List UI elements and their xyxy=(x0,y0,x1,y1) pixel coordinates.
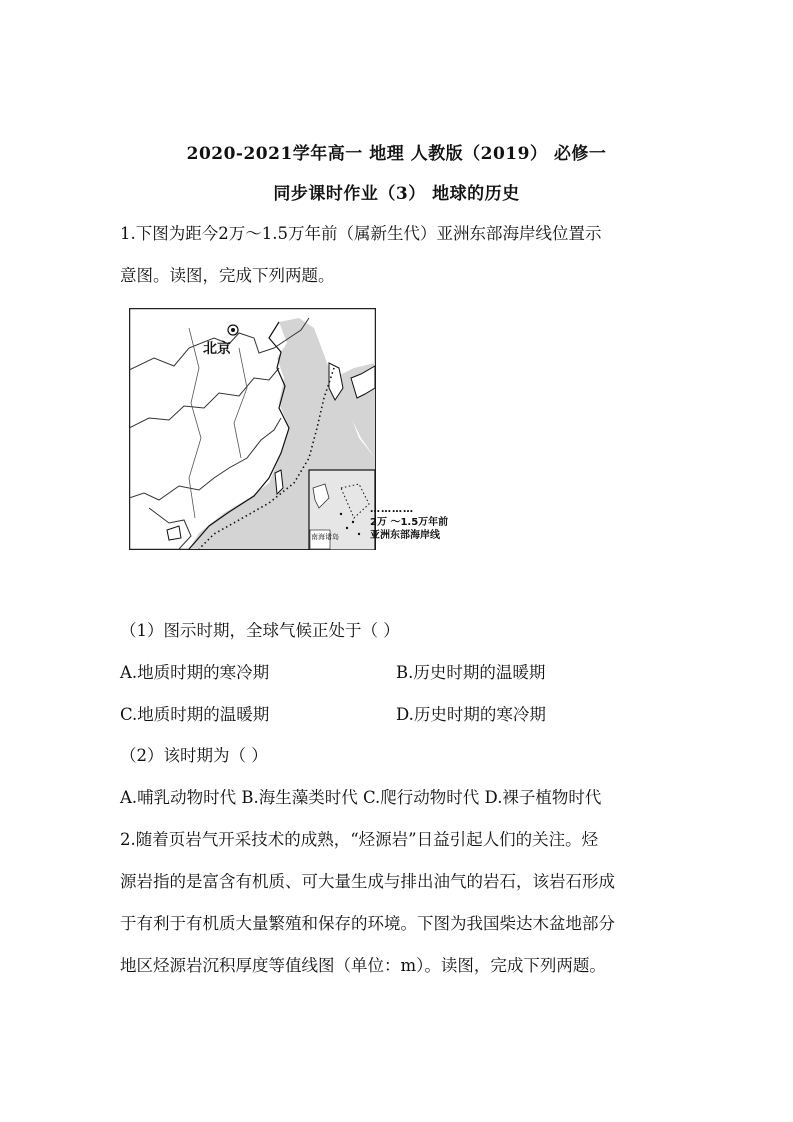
document-subtitle: 同步课时作业（3） 地球的历史 xyxy=(273,184,520,204)
question-2-line-3: 于有利于有机质大量繁殖和保存的环境。下图为我国柴达木盆地部分 xyxy=(120,914,615,933)
legend-dotted-line-symbol: ………… xyxy=(370,504,414,515)
sub-question-2-options: A.哺乳动物时代 B.海生藻类时代 C.爬行动物时代 D.裸子植物时代 xyxy=(120,788,602,807)
legend-label-line-1: 2万 ～1.5万年前 xyxy=(370,517,449,528)
question-1-stem-line-2: 意图。读图，完成下列两题。 xyxy=(120,266,335,285)
map-legend xyxy=(370,503,448,542)
option-1b: B.历史时期的温暖期 xyxy=(396,663,546,682)
option-1c: C.地质时期的温暖期 xyxy=(120,705,270,724)
inset-label: 南海诸岛 xyxy=(311,533,339,541)
beijing-label: 北京 xyxy=(203,341,231,357)
question-2-line-1: 2.随着页岩气开采技术的成熟，“烃源岩”日益引起人们的关注。烃 xyxy=(120,830,599,849)
legend-label-line-2: 亚洲东部海岸线 xyxy=(370,530,440,541)
question-1-stem-line-1: 1.下图为距今2万～1.5万年前（属新生代）亚洲东部海岸线位置示 xyxy=(120,224,602,243)
option-1d: D.历史时期的寒冷期 xyxy=(396,705,546,724)
sub-question-1-stem: （1）图示时期，全球气候正处于（ ） xyxy=(120,621,400,640)
question-2-line-4: 地区烃源岩沉积厚度等值线图（单位：m）。读图，完成下列两题。 xyxy=(120,956,606,975)
question-2-line-2: 源岩指的是富含有机质、可大量生成与排出油气的岩石，该岩石形成 xyxy=(120,872,615,891)
option-1a: A.地质时期的寒冷期 xyxy=(120,663,270,682)
document-title: 2020-2021学年高一 地理 人教版（2019） 必修一 xyxy=(186,144,607,164)
sub-question-2-stem: （2）该时期为（ ） xyxy=(120,746,268,765)
coastline-map xyxy=(129,308,376,550)
